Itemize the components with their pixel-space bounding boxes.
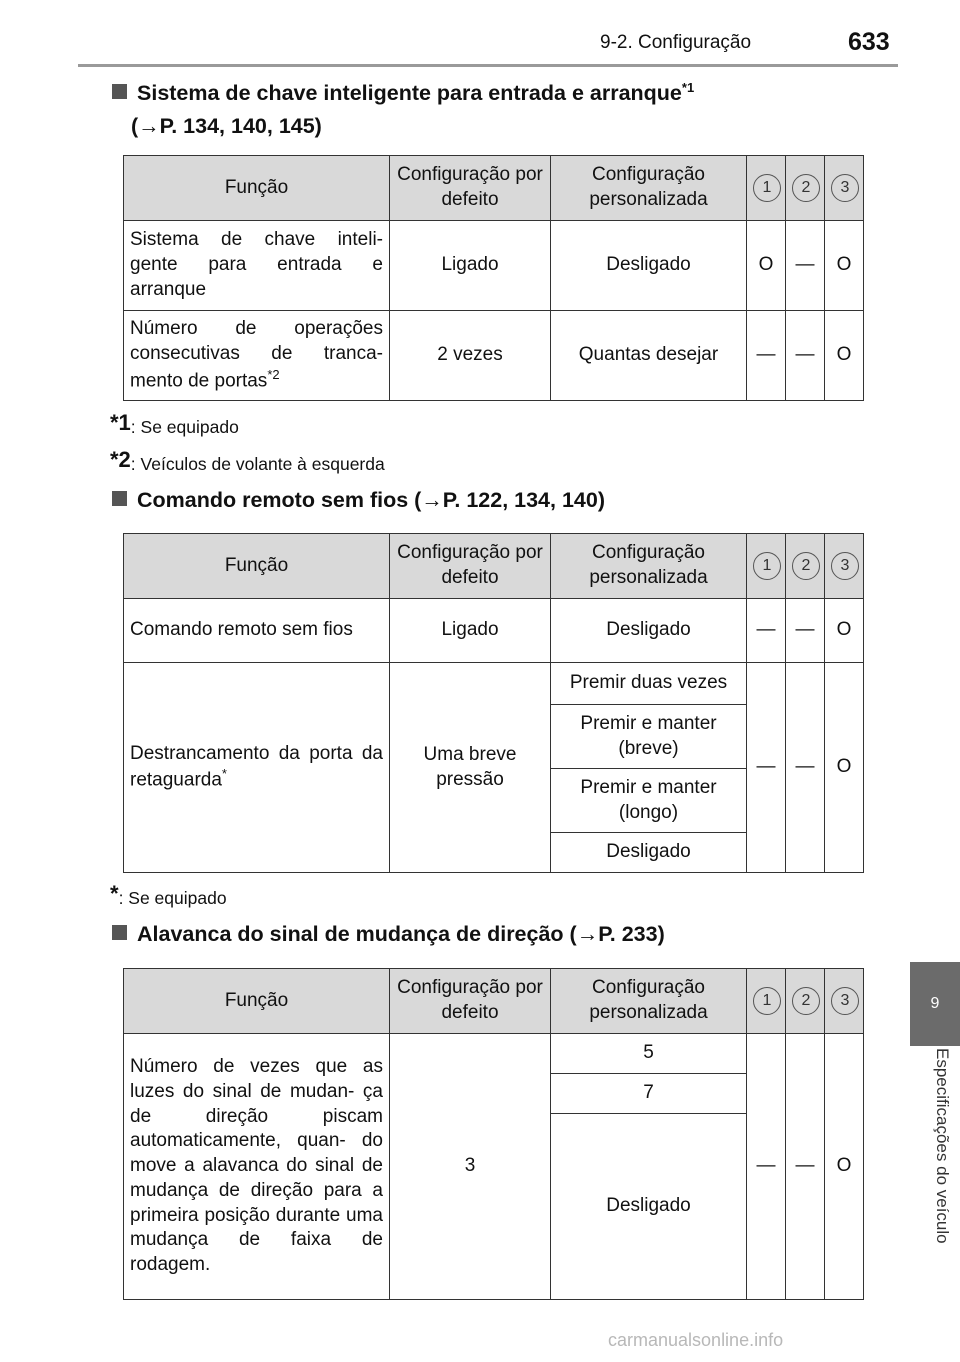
mode-3-cell: O: [825, 221, 864, 311]
mode-3-cell: O: [825, 311, 864, 401]
default-cell: Ligado: [390, 221, 551, 311]
mode-1-cell: —: [747, 311, 786, 401]
col-custom: Configuração personalizada: [551, 969, 747, 1034]
bullet-square-icon: [112, 84, 127, 99]
custom-cell: Desligado: [551, 221, 747, 311]
mode-2-cell: —: [786, 221, 825, 311]
mode-2-icon: 2: [792, 987, 820, 1015]
function-cell: Destrancamento da porta da retaguarda*: [124, 663, 390, 873]
col-function: Função: [124, 534, 390, 599]
mode-1-icon: 1: [753, 987, 781, 1015]
section-heading-smart-key: Sistema de chave inteligente para entrada e arranque$^{*1}$: [112, 80, 694, 106]
mode-2-cell: —: [786, 311, 825, 401]
table-row: [124, 1034, 864, 1074]
chapter-label: Especificações do veículo: [933, 1048, 952, 1244]
option-cell: Premir e manter (longo): [551, 769, 747, 833]
mode-1-cell: —: [747, 1034, 786, 1300]
settings-table-remote: [123, 533, 864, 873]
mode-3-icon: 3: [831, 552, 859, 580]
mode-1-icon: 1: [753, 552, 781, 580]
page-number: 633: [848, 28, 890, 56]
custom-cell: Quantas desejar: [551, 311, 747, 401]
col-custom: Configuração personalizada: [551, 534, 747, 599]
mode-2-icon: 2: [792, 174, 820, 202]
mode-1-icon: 1: [753, 174, 781, 202]
default-cell: Ligado: [390, 599, 551, 663]
header-section-title: 9-2. Configuração: [600, 32, 752, 53]
mode-3-icon: 3: [831, 987, 859, 1015]
table-row: [124, 311, 864, 401]
footnote: *2: Veículos de volante à esquerda: [110, 447, 385, 474]
option-cell: Desligado: [551, 1114, 747, 1300]
mode-3-cell: O: [825, 599, 864, 663]
mode-1-cell: O: [747, 221, 786, 311]
col-default: Configuração por defeito: [390, 534, 551, 599]
default-cell: 3: [390, 1034, 551, 1300]
bullet-square-icon: [112, 491, 127, 506]
default-cell: 2 vezes: [390, 311, 551, 401]
col-function: Função: [124, 969, 390, 1034]
mode-3-cell: O: [825, 1034, 864, 1300]
option-cell: Premir duas vezes: [551, 663, 747, 705]
function-cell: Comando remoto sem fios: [124, 599, 390, 663]
mode-2-cell: —: [786, 599, 825, 663]
table-row: [124, 221, 864, 311]
function-cell: Número de vezes que as luzes do sinal de mudan- ça de direção piscam automaticamente, quan- do move a alavanca do sinal de mudança de direção para a primeira posição durante uma mudança de faixa de rodagem.: [124, 1034, 390, 1300]
col-custom: Configuração personalizada: [551, 156, 747, 221]
function-cell: Número de operações consecutivas de tranca- mento de portas$^{*2}$: [124, 311, 390, 401]
default-cell: Uma breve pressão: [390, 663, 551, 873]
section-heading-remote: Comando remoto sem fios (→P. 122, 134, 140): [112, 488, 605, 513]
watermark: carmanualsonline.info: [608, 1330, 784, 1350]
table-row: [124, 663, 864, 705]
custom-cell: Desligado: [551, 599, 747, 663]
function-cell: Sistema de chave inteli- gente para entrada e arranque: [124, 221, 390, 311]
col-default: Configuração por defeito: [390, 969, 551, 1034]
mode-2-cell: —: [786, 663, 825, 873]
footnote: *1: Se equipado: [110, 410, 239, 437]
option-cell: Premir e manter (breve): [551, 705, 747, 769]
option-cell: 5: [551, 1034, 747, 1074]
settings-table-turn-signal: [123, 968, 864, 1300]
chapter-tab: 9: [910, 962, 960, 1046]
mode-2-icon: 2: [792, 552, 820, 580]
mode-1-cell: —: [747, 599, 786, 663]
mode-3-icon: 3: [831, 174, 859, 202]
mode-3-cell: O: [825, 663, 864, 873]
table-header: [124, 156, 864, 221]
table-header: [124, 534, 864, 599]
mode-2-cell: —: [786, 1034, 825, 1300]
section-ref: (→P. 134, 140, 145): [131, 114, 322, 138]
footnote: *: Se equipado: [110, 881, 227, 908]
section-heading-turn-signal: Alavanca do sinal de mudança de direção (→P. 233): [112, 922, 665, 947]
option-cell: Desligado: [551, 833, 747, 873]
table-row: [124, 599, 864, 663]
table-header: [124, 969, 864, 1034]
bullet-square-icon: [112, 925, 127, 940]
option-cell: 7: [551, 1074, 747, 1114]
col-default: Configuração por defeito: [390, 156, 551, 221]
header-rule: [78, 64, 898, 67]
mode-1-cell: —: [747, 663, 786, 873]
col-function: Função: [124, 156, 390, 221]
settings-table-smart-key: [123, 155, 864, 401]
